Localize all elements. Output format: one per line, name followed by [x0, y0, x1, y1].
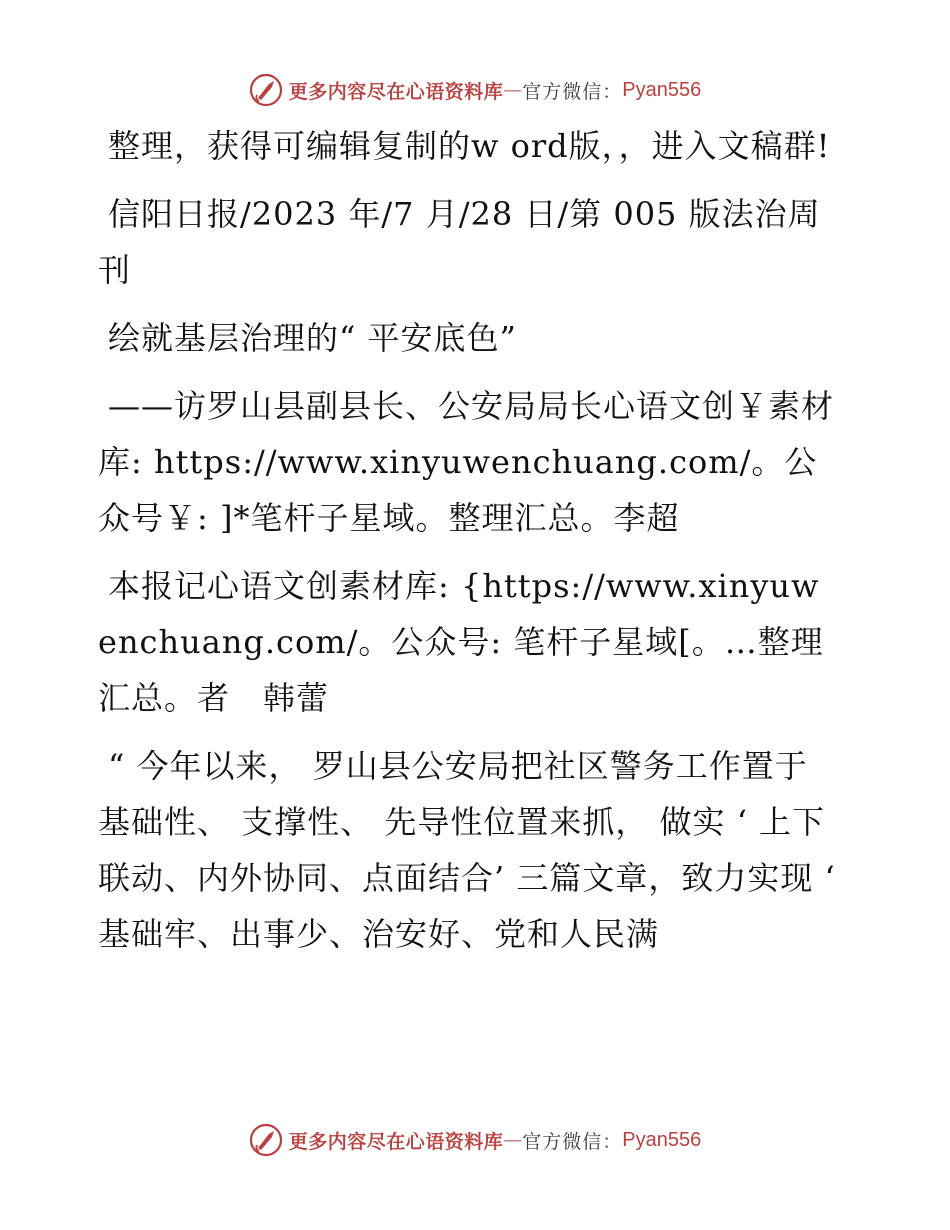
- document-body: [98, 118, 847, 974]
- article-title: 绘就基层治理的“ 平安底色”: [108, 319, 517, 357]
- header-banner: [0, 70, 950, 110]
- banner-separator: —: [503, 1129, 523, 1151]
- brand-text: 更多内容尽在心语资料库: [288, 80, 504, 103]
- byline: 本报记心语文创素材库: {https://www.xinyuwenchuang.com/。公众号: 笔杆子星域[。…整理汇总。者 韩蕾: [98, 567, 824, 717]
- paragraph-source: 信阳日报/2023 年/7 月/28 日/第 005 版法治周刊: [98, 195, 821, 289]
- paragraph-body: “ 今年以来， 罗山县公安局把社区警务工作置于基础性、 支撑性、 先导性位置来抓， 做实 ‘ 上下联动、内外协同、点面结合’ 三篇文章，致力实现 ‘ 基础牢、出事少、治安好、党和人民满: [98, 747, 847, 953]
- wechat-id: Pyan556: [622, 1128, 702, 1151]
- footer-banner: [0, 1120, 950, 1160]
- article-subtitle: ——访罗山县副县长、公安局局长心语文创￥素材库: https://www.xinyuwenchuang.com/。公众号￥: ]*笔杆子星域。整理汇总。李超: [98, 387, 835, 537]
- wechat-label: 官方微信：: [522, 1130, 623, 1153]
- paragraph-intro: 整理，获得可编辑复制的w ord版，，进入文稿群!: [108, 127, 831, 165]
- pen-logo-icon: [249, 1123, 283, 1157]
- pen-logo-icon: [249, 73, 283, 107]
- banner-separator: —: [503, 79, 523, 101]
- wechat-id: Pyan556: [622, 78, 702, 101]
- brand-text: 更多内容尽在心语资料库: [288, 1130, 504, 1153]
- wechat-label: 官方微信：: [522, 80, 623, 103]
